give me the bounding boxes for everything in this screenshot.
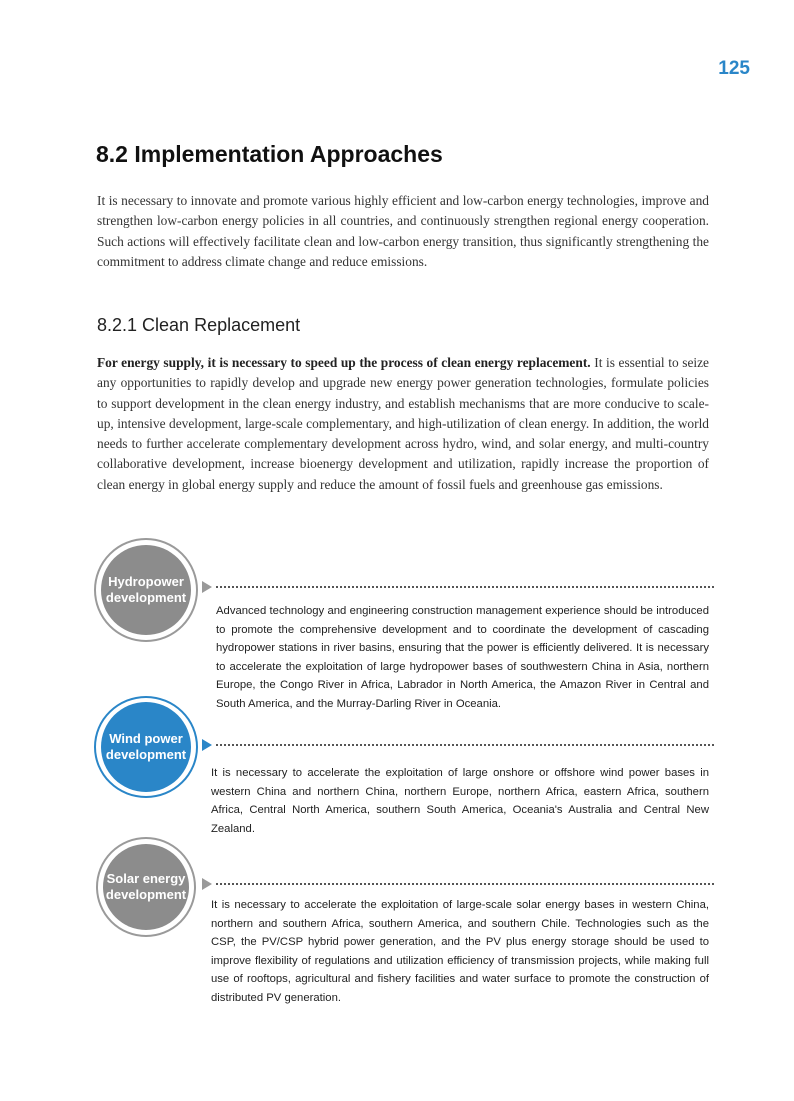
triangle-pointer-icon bbox=[202, 581, 212, 593]
lead-sentence: For energy supply, it is necessary to speed up the process of clean energy replacement. bbox=[97, 355, 591, 370]
dotted-divider bbox=[216, 883, 714, 885]
hydropower-leader bbox=[202, 581, 714, 593]
intro-paragraph: It is necessary to innovate and promote various highly efficient and low-carbon energy technologies, improve and strengthen low-carbon energy policies in all countries, and continuously strengthen regional energy cooperation. Such actions will effectively facilitate clean and low-carbon energy transition, thus significantly strengthening the commitment to address climate change and reduce emissions. bbox=[97, 193, 709, 269]
wind-power-label: Wind power development bbox=[101, 702, 191, 792]
solar-energy-leader bbox=[202, 878, 714, 890]
section-title: 8.2 Implementation Approaches bbox=[96, 141, 443, 167]
solar-energy-text: It is necessary to accelerate the exploitation of large-scale solar energy bases in western China, northern and southern Africa, southern America, and southern Chile. Technologies such as the CSP, the PV/CSP hybrid power generation, and the PV plus energy storage should be used to improve flexibility of regulations and utilization efficiency of transmission projects, while making full use of rooftops, agricultural and fishery facilities and water surface to promote the construction of distributed PV generation. bbox=[211, 899, 709, 1004]
triangle-pointer-icon bbox=[202, 878, 212, 890]
dotted-divider bbox=[216, 744, 714, 746]
subsection-title: 8.2.1 Clean Replacement bbox=[97, 315, 301, 335]
wind-power-text: It is necessary to accelerate the exploitation of large onshore or offshore wind power bases in western China and northern China, northern Europe, northern Africa, eastern Africa, southern Africa, Central North America, southern South America, Oceania's Australia and Central New Zealand. bbox=[211, 767, 709, 835]
clean-replacement-paragraph bbox=[97, 353, 709, 495]
solar-energy-label: Solar energy development bbox=[103, 844, 189, 930]
wind-power-leader bbox=[202, 739, 714, 751]
body-text: It is essential to seize any opportunities to rapidly develop and upgrade new energy power generation technologies, formulate policies to support development in the clean energy industry, and establish mechanisms that are more conducive to scale-up, intensive development, large-scale complementary, and high-utilization of clean energy. In addition, the world needs to further accelerate complementary development across hydro, wind, and solar energy, and multi-country collaborative development, increase bioenergy development and utilization, rapidly increase the proportion of clean energy in global energy supply and reduce the amount of fossil fuels and greenhouse gas emissions. bbox=[97, 355, 710, 492]
dotted-divider bbox=[216, 586, 714, 588]
page-number: 125 bbox=[718, 58, 750, 79]
triangle-pointer-icon bbox=[202, 739, 212, 751]
wind-power-badge bbox=[94, 696, 198, 798]
hydropower-text: Advanced technology and engineering construction management experience should be introduced to promote the comprehensive development and to coordinate the development of cascading hydropower stations in river basins, ensuring that the power is efficiently delivered. It is necessary to accelerate the exploitation of large hydropower bases of southwestern China in Asia, northern Europe, the Congo River in Africa, Labrador in North America, the Amazon River in Central and South America, and the Murray-Darling River in Oceania. bbox=[216, 605, 709, 710]
hydropower-badge bbox=[94, 538, 198, 642]
hydropower-label: Hydropower development bbox=[101, 545, 191, 635]
solar-energy-badge bbox=[96, 837, 196, 937]
